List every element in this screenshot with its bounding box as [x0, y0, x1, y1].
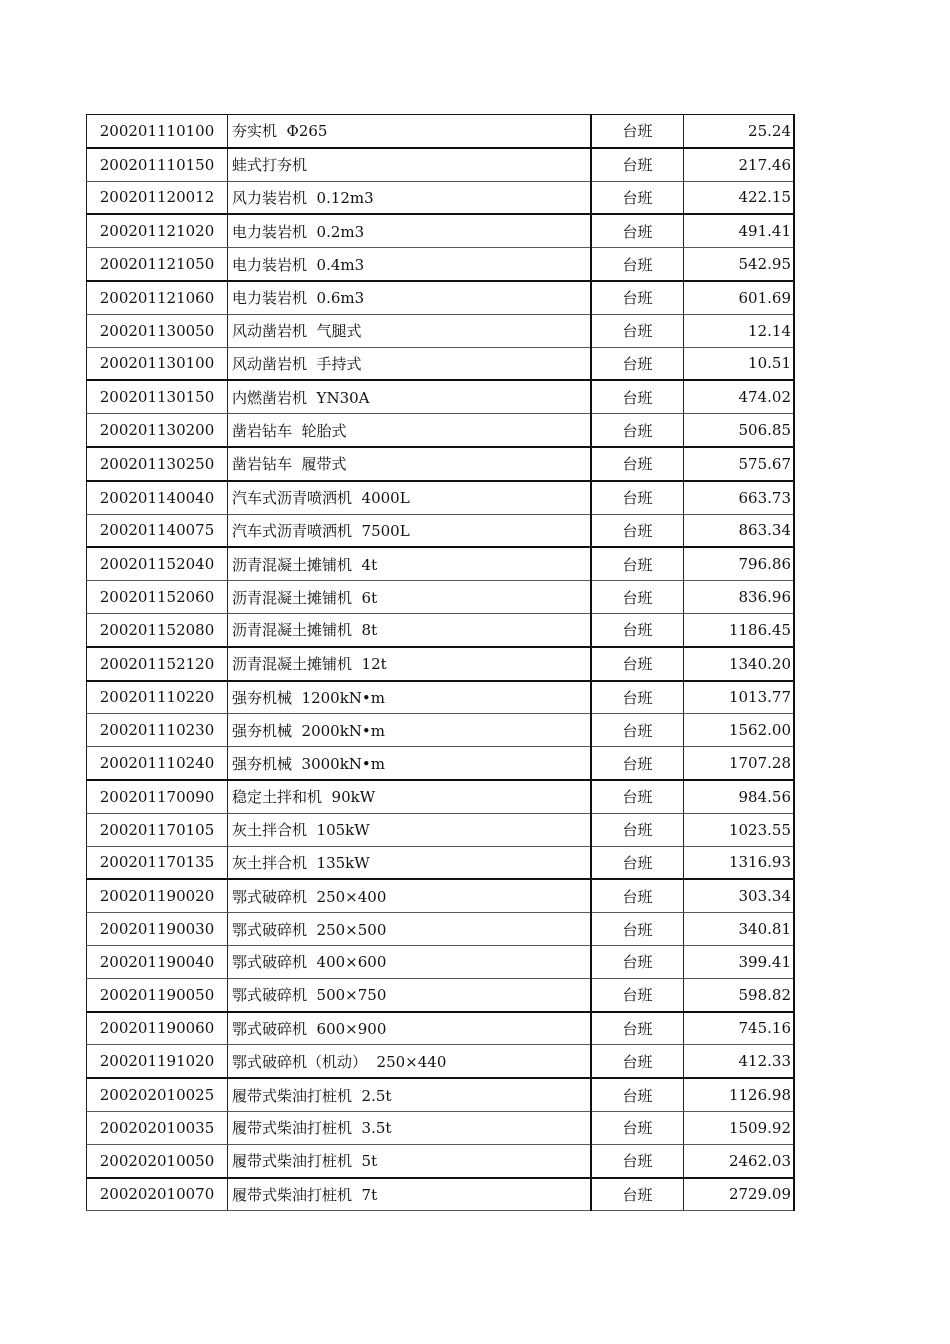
unit-cell: 台班 — [591, 1178, 684, 1211]
name-cell: 履带式柴油打桩机 5t — [228, 1144, 592, 1177]
unit-cell: 台班 — [591, 115, 684, 148]
price-cell: 12.14 — [684, 314, 795, 347]
code-cell: 200201170135 — [87, 846, 228, 879]
code-cell: 200201152080 — [87, 613, 228, 646]
unit-cell: 台班 — [591, 913, 684, 946]
table-row — [87, 248, 795, 281]
price-cell: 412.33 — [684, 1045, 795, 1078]
price-cell: 1023.55 — [684, 813, 795, 846]
price-cell: 422.15 — [684, 181, 795, 214]
code-cell: 200201190060 — [87, 1012, 228, 1045]
name-cell: 稳定土拌和机 90kW — [228, 780, 592, 813]
name-cell: 沥青混凝土摊铺机 12t — [228, 647, 592, 681]
name-cell: 履带式柴油打桩机 3.5t — [228, 1111, 592, 1144]
name-cell: 鄂式破碎机 600×900 — [228, 1012, 592, 1045]
price-cell: 796.86 — [684, 547, 795, 580]
name-cell: 履带式柴油打桩机 7t — [228, 1178, 592, 1211]
code-cell: 200201130200 — [87, 414, 228, 447]
name-cell: 电力装岩机 0.4m3 — [228, 248, 592, 281]
code-cell: 200201121020 — [87, 214, 228, 247]
price-cell: 836.96 — [684, 581, 795, 614]
table-row — [87, 214, 795, 247]
table-row — [87, 846, 795, 879]
unit-cell: 台班 — [591, 1078, 684, 1111]
name-cell: 风力装岩机 0.12m3 — [228, 181, 592, 214]
name-cell: 凿岩钻车 轮胎式 — [228, 414, 592, 447]
code-cell: 200201140040 — [87, 481, 228, 514]
table-row — [87, 481, 795, 514]
price-cell: 474.02 — [684, 380, 795, 413]
unit-cell: 台班 — [591, 481, 684, 514]
price-cell: 1013.77 — [684, 681, 795, 714]
code-cell: 200201110100 — [87, 115, 228, 148]
code-cell: 200201121060 — [87, 281, 228, 314]
price-table-body — [87, 115, 795, 1211]
unit-cell: 台班 — [591, 547, 684, 580]
table-row — [87, 1144, 795, 1177]
price-table — [86, 114, 795, 1211]
unit-cell: 台班 — [591, 647, 684, 681]
price-cell: 399.41 — [684, 945, 795, 978]
table-row — [87, 978, 795, 1011]
name-cell: 凿岩钻车 履带式 — [228, 447, 592, 481]
code-cell: 200201130250 — [87, 447, 228, 481]
unit-cell: 台班 — [591, 380, 684, 413]
name-cell: 鄂式破碎机 500×750 — [228, 978, 592, 1011]
price-cell: 217.46 — [684, 148, 795, 181]
code-cell: 200201190040 — [87, 945, 228, 978]
name-cell: 沥青混凝土摊铺机 8t — [228, 613, 592, 646]
table-row — [87, 281, 795, 314]
price-cell: 601.69 — [684, 281, 795, 314]
price-cell: 2729.09 — [684, 1178, 795, 1211]
code-cell: 200201130150 — [87, 380, 228, 413]
unit-cell: 台班 — [591, 613, 684, 646]
price-cell: 598.82 — [684, 978, 795, 1011]
code-cell: 200202010070 — [87, 1178, 228, 1211]
name-cell: 强夯机械 2000kN•m — [228, 714, 592, 747]
price-cell: 575.67 — [684, 447, 795, 481]
code-cell: 200201130050 — [87, 314, 228, 347]
table-row — [87, 1078, 795, 1111]
name-cell: 鄂式破碎机 250×500 — [228, 913, 592, 946]
code-cell: 200201191020 — [87, 1045, 228, 1078]
unit-cell: 台班 — [591, 714, 684, 747]
name-cell: 鄂式破碎机 400×600 — [228, 945, 592, 978]
table-row — [87, 647, 795, 681]
name-cell: 强夯机械 3000kN•m — [228, 747, 592, 780]
price-cell: 863.34 — [684, 514, 795, 547]
code-cell: 200201110220 — [87, 681, 228, 714]
name-cell: 电力装岩机 0.2m3 — [228, 214, 592, 247]
table-row — [87, 681, 795, 714]
code-cell: 200201190030 — [87, 913, 228, 946]
code-cell: 200201190020 — [87, 879, 228, 912]
unit-cell: 台班 — [591, 1012, 684, 1045]
table-row — [87, 613, 795, 646]
price-cell: 491.41 — [684, 214, 795, 247]
unit-cell: 台班 — [591, 281, 684, 314]
name-cell: 履带式柴油打桩机 2.5t — [228, 1078, 592, 1111]
name-cell: 电力装岩机 0.6m3 — [228, 281, 592, 314]
table-row — [87, 347, 795, 380]
code-cell: 200201152040 — [87, 547, 228, 580]
price-cell: 1562.00 — [684, 714, 795, 747]
name-cell: 蛙式打夯机 — [228, 148, 592, 181]
unit-cell: 台班 — [591, 214, 684, 247]
name-cell: 汽车式沥青喷洒机 7500L — [228, 514, 592, 547]
code-cell: 200202010050 — [87, 1144, 228, 1177]
table-row — [87, 581, 795, 614]
name-cell: 汽车式沥青喷洒机 4000L — [228, 481, 592, 514]
unit-cell: 台班 — [591, 813, 684, 846]
table-row — [87, 913, 795, 946]
name-cell: 夯实机 Φ265 — [228, 115, 592, 148]
unit-cell: 台班 — [591, 1111, 684, 1144]
price-cell: 1707.28 — [684, 747, 795, 780]
price-cell: 1186.45 — [684, 613, 795, 646]
table-row — [87, 414, 795, 447]
price-cell: 25.24 — [684, 115, 795, 148]
code-cell: 200202010035 — [87, 1111, 228, 1144]
price-cell: 745.16 — [684, 1012, 795, 1045]
table-row — [87, 1045, 795, 1078]
table-row — [87, 148, 795, 181]
table-row — [87, 514, 795, 547]
price-cell: 1509.92 — [684, 1111, 795, 1144]
code-cell: 200202010025 — [87, 1078, 228, 1111]
table-row — [87, 945, 795, 978]
table-row — [87, 1012, 795, 1045]
table-row — [87, 813, 795, 846]
unit-cell: 台班 — [591, 1045, 684, 1078]
price-cell: 663.73 — [684, 481, 795, 514]
name-cell: 风动凿岩机 气腿式 — [228, 314, 592, 347]
unit-cell: 台班 — [591, 514, 684, 547]
code-cell: 200201120012 — [87, 181, 228, 214]
price-cell: 340.81 — [684, 913, 795, 946]
name-cell: 内燃凿岩机 YN30A — [228, 380, 592, 413]
name-cell: 强夯机械 1200kN•m — [228, 681, 592, 714]
table-row — [87, 547, 795, 580]
price-cell: 1126.98 — [684, 1078, 795, 1111]
code-cell: 200201110150 — [87, 148, 228, 181]
table-row — [87, 1178, 795, 1211]
unit-cell: 台班 — [591, 747, 684, 780]
code-cell: 200201170090 — [87, 780, 228, 813]
price-cell: 1316.93 — [684, 846, 795, 879]
price-cell: 984.56 — [684, 780, 795, 813]
unit-cell: 台班 — [591, 314, 684, 347]
price-cell: 303.34 — [684, 879, 795, 912]
name-cell: 灰土拌合机 135kW — [228, 846, 592, 879]
unit-cell: 台班 — [591, 447, 684, 481]
name-cell: 灰土拌合机 105kW — [228, 813, 592, 846]
table-row — [87, 181, 795, 214]
name-cell: 沥青混凝土摊铺机 4t — [228, 547, 592, 580]
code-cell: 200201170105 — [87, 813, 228, 846]
table-row — [87, 780, 795, 813]
code-cell: 200201190050 — [87, 978, 228, 1011]
table-row — [87, 314, 795, 347]
code-cell: 200201152120 — [87, 647, 228, 681]
unit-cell: 台班 — [591, 879, 684, 912]
price-cell: 1340.20 — [684, 647, 795, 681]
code-cell: 200201121050 — [87, 248, 228, 281]
price-cell: 542.95 — [684, 248, 795, 281]
unit-cell: 台班 — [591, 846, 684, 879]
code-cell: 200201140075 — [87, 514, 228, 547]
table-row — [87, 447, 795, 481]
unit-cell: 台班 — [591, 780, 684, 813]
unit-cell: 台班 — [591, 181, 684, 214]
name-cell: 鄂式破碎机（机动） 250×440 — [228, 1045, 592, 1078]
unit-cell: 台班 — [591, 148, 684, 181]
table-row — [87, 747, 795, 780]
code-cell: 200201110240 — [87, 747, 228, 780]
unit-cell: 台班 — [591, 414, 684, 447]
unit-cell: 台班 — [591, 681, 684, 714]
name-cell: 风动凿岩机 手持式 — [228, 347, 592, 380]
code-cell: 200201110230 — [87, 714, 228, 747]
table-row — [87, 115, 795, 148]
table-row — [87, 714, 795, 747]
name-cell: 沥青混凝土摊铺机 6t — [228, 581, 592, 614]
price-cell: 506.85 — [684, 414, 795, 447]
unit-cell: 台班 — [591, 347, 684, 380]
unit-cell: 台班 — [591, 248, 684, 281]
table-row — [87, 380, 795, 413]
table-row — [87, 879, 795, 912]
unit-cell: 台班 — [591, 945, 684, 978]
name-cell: 鄂式破碎机 250×400 — [228, 879, 592, 912]
table-row — [87, 1111, 795, 1144]
code-cell: 200201152060 — [87, 581, 228, 614]
unit-cell: 台班 — [591, 1144, 684, 1177]
price-cell: 10.51 — [684, 347, 795, 380]
unit-cell: 台班 — [591, 978, 684, 1011]
unit-cell: 台班 — [591, 581, 684, 614]
price-cell: 2462.03 — [684, 1144, 795, 1177]
code-cell: 200201130100 — [87, 347, 228, 380]
